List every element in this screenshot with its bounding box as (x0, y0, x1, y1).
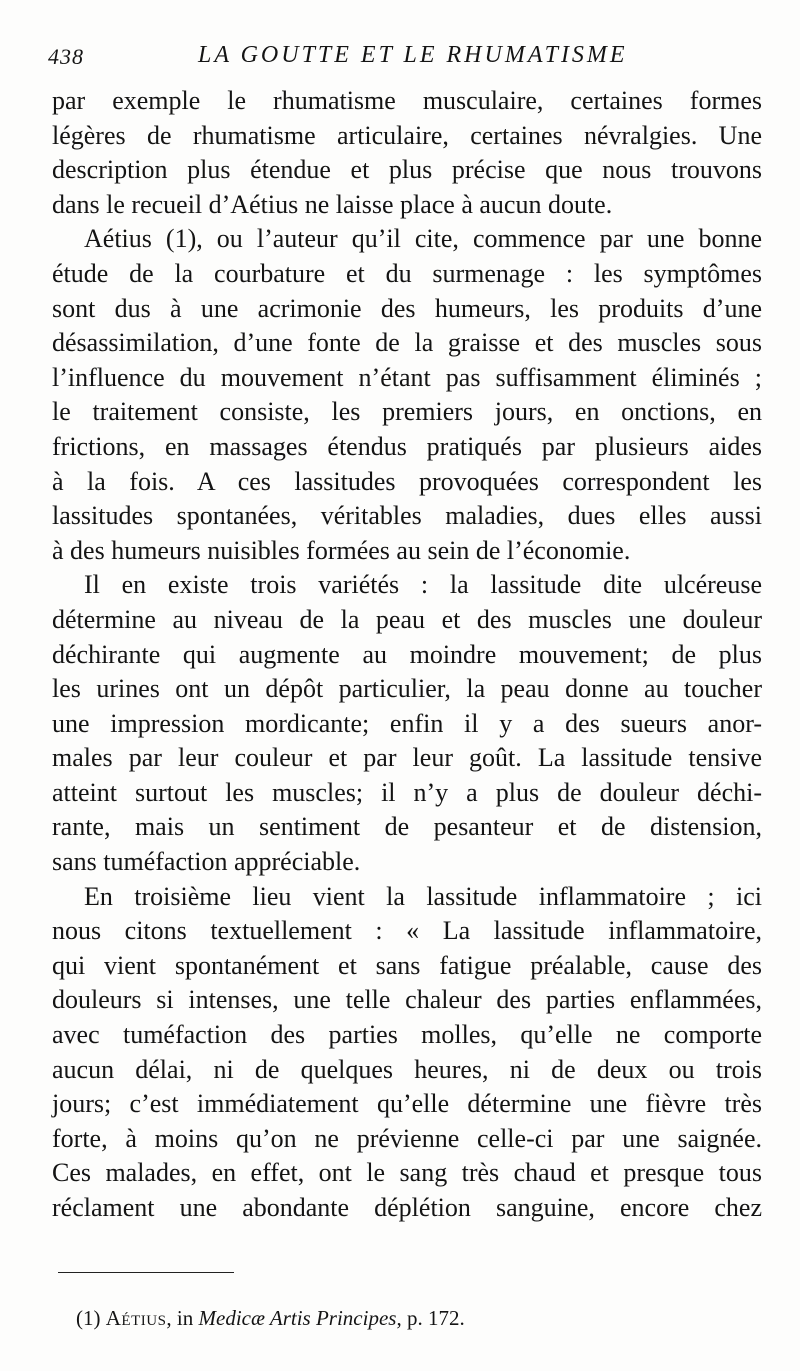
text-line: frictions, en massages étendus pratiqués par plusieurs aides (52, 431, 762, 461)
text-line: une impression mordicante; enfin il y a des sueurs anor- (52, 708, 762, 738)
text-line: étude de la courbature et du surmenage : les symptômes (52, 258, 762, 288)
text-line: Il en existe trois variétés : la lassitude dite ulcéreuse (84, 570, 762, 600)
text-line: rante, mais un sentiment de pesanteur et de distension, (52, 812, 762, 842)
text-line: aucun délai, ni de quelques heures, ni de deux ou trois (52, 1054, 762, 1084)
footnote-marker: (1) (76, 1306, 101, 1330)
footnote-author: Aétius (105, 1306, 167, 1330)
footnote-divider (58, 1272, 234, 1273)
text-line: le traitement consiste, les premiers jours, en onctions, en (52, 397, 762, 427)
text-line: description plus étendue et plus précise que nous trouvons (52, 155, 762, 185)
running-title: LA GOUTTE ET LE RHUMATISME (198, 42, 628, 68)
text-line: déchirante qui augmente au moindre mouvement; de plus (52, 639, 762, 669)
footnote (76, 1304, 756, 1332)
text-line: l’influence du mouvement n’étant pas suffisamment éliminés ; (52, 362, 762, 392)
text-line: sont dus à une acrimonie des humeurs, les produits d’une (52, 293, 762, 323)
text-line: En troisième lieu vient la lassitude inflammatoire ; ici (84, 881, 762, 911)
footnote-page-reference: , p. 172. (396, 1306, 465, 1330)
text-line: désassimilation, d’une fonte de la graisse et des muscles sous (52, 328, 762, 358)
text-line: avec tuméfaction des parties molles, qu’elle ne comporte (52, 1020, 762, 1050)
text-line: atteint surtout les muscles; il n’y a plus de douleur déchi- (52, 777, 762, 807)
text-line: lassitudes spontanées, véritables maladies, dues elles aussi (52, 501, 762, 531)
text-line: jours; c’est immédiatement qu’elle détermine une fièvre très (52, 1089, 762, 1119)
page-number: 438 (48, 44, 84, 69)
text-line: les urines ont un dépôt particulier, la peau donne au toucher (52, 674, 762, 704)
footnote-separator: , in (166, 1306, 199, 1330)
page-header (48, 40, 768, 76)
text-line: qui vient spontanément et sans fatigue préalable, cause des (52, 950, 762, 980)
text-line: Aétius (1), ou l’auteur qu’il cite, commence par une bonne (84, 224, 762, 254)
text-line: sans tuméfaction appréciable. (52, 847, 361, 877)
text-line: nous citons textuellement : « La lassitude inflammatoire, (52, 916, 762, 946)
text-line: à la fois. A ces lassitudes provoquées correspondent les (52, 466, 762, 496)
footnote-work-title: Medicæ Artis Principes (198, 1306, 397, 1330)
text-line: détermine au niveau de la peau et des muscles une douleur (52, 604, 762, 634)
text-line: Ces malades, en effet, ont le sang très chaud et presque tous (52, 1158, 762, 1188)
body-text (52, 84, 762, 1226)
text-line: par exemple le rhumatisme musculaire, certaines formes (52, 86, 762, 115)
text-line: males par leur couleur et par leur goût. La lassitude tensive (52, 743, 762, 773)
text-line: forte, à moins qu’on ne prévienne celle-ci par une saignée. (52, 1123, 762, 1153)
text-line: légères de rhumatisme articulaire, certaines névralgies. Une (52, 120, 762, 150)
text-line: dans le recueil d’Aétius ne laisse place à aucun doute. (52, 189, 613, 219)
text-line: douleurs si intenses, une telle chaleur des parties enflammées, (52, 985, 762, 1015)
text-line: réclament une abondante déplétion sanguine, encore chez (52, 1193, 762, 1222)
text-line: à des humeurs nuisibles formées au sein de l’économie. (52, 535, 631, 565)
